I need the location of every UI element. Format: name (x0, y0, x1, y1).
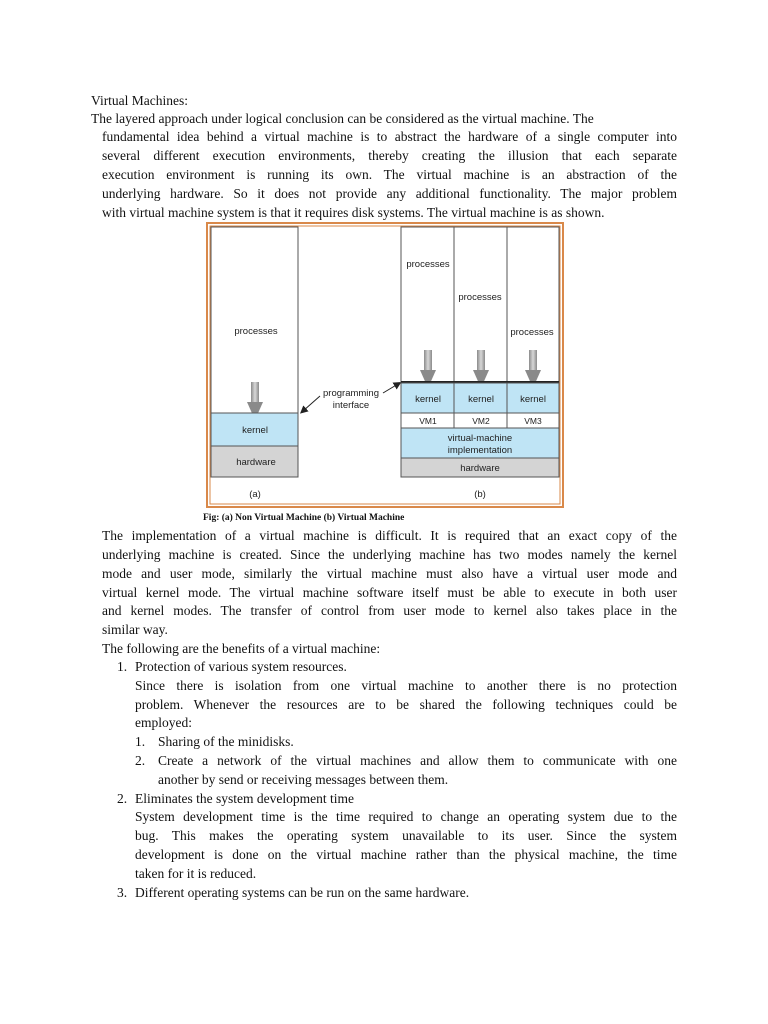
benefits-intro: The following are the benefits of a virtual machine: (102, 641, 381, 656)
hardware-label-b: hardware (460, 463, 500, 474)
benefit-body-line: Since there is isolation from one virtual machine to another there is no protection (135, 678, 677, 693)
kernel-label-vm2: kernel (468, 394, 494, 405)
intro-line: several different execution environments, thereby creating the illusion that each separate (102, 148, 677, 163)
sublist-item: Create a network of the virtual machines and allow them to communicate with one (158, 753, 677, 768)
intro-line: with virtual machine system is that it requires disk systems. The virtual machine is as shown. (102, 205, 605, 220)
sublist-item: another by send or receiving messages between them. (158, 772, 449, 787)
processes-label-a: processes (234, 326, 278, 337)
vm1-label: VM1 (419, 416, 437, 426)
impl-line: underlying machine is created. Since the underlying machine has two modes namely the kernel (102, 547, 677, 562)
programming-interface-line1: programming (323, 388, 379, 399)
label-b: (b) (474, 489, 486, 500)
figure-caption: Fig: (a) Non Virtual Machine (b) Virtual Machine (203, 513, 405, 523)
benefit-body-line: taken for it is reduced. (135, 866, 257, 881)
sublist-number: 1. (135, 734, 146, 749)
benefit-body-line: employed: (135, 715, 192, 730)
section-heading: Virtual Machines: (91, 93, 189, 108)
intro-line: underlying hardware. So it does not provide any additional functionality. The major problem (102, 186, 677, 201)
vm3-label: VM3 (524, 416, 542, 426)
vm-implementation-line1: virtual-machine (447, 433, 513, 444)
sublist-item: Sharing of the minidisks. (158, 734, 294, 749)
programming-interface-line2: interface (332, 400, 370, 411)
processes-label-vm3: processes (510, 327, 554, 338)
impl-line: virtual kernel mode. The virtual machine software itself must be able to execute in both user (102, 585, 677, 600)
list-number: 1. (117, 659, 128, 674)
benefit-body-line: problem. Whenever the resources are to be shared the following techniques could be (135, 697, 677, 712)
benefit-body-line: bug. This makes the operating system unavailable to its user. Since the system (135, 828, 677, 843)
impl-line: similar way. (102, 622, 168, 637)
intro-line: fundamental idea behind a virtual machine is to abstract the hardware of a single computer into (102, 129, 677, 144)
list-number: 2. (117, 791, 128, 806)
kernel-label-a: kernel (242, 425, 268, 436)
vm-implementation-line2: implementation (447, 445, 513, 456)
impl-line: The implementation of a virtual machine is difficult. It is required that an exact copy of the (102, 528, 677, 543)
list-number: 3. (117, 885, 128, 900)
benefit-title: Eliminates the system development time (135, 791, 354, 806)
impl-line: mode and user mode, similarly the virtual machine must also have a virtual user mode and (102, 566, 677, 581)
vm2-label: VM2 (472, 416, 490, 426)
benefit-title: Protection of various system resources. (135, 659, 347, 674)
label-a: (a) (249, 489, 261, 500)
benefit-body-line: development is done on the virtual machine rather than the physical machine, the time (135, 847, 677, 862)
kernel-label-vm3: kernel (520, 394, 546, 405)
intro-line: The layered approach under logical conclusion can be considered as the virtual machine. The (91, 111, 594, 126)
kernel-label-vm1: kernel (415, 394, 441, 405)
virtual-machine-figure (206, 222, 564, 508)
intro-line: execution environment is running its own. The virtual machine is an abstraction of the (102, 167, 677, 182)
impl-line: and kernel modes. The transfer of control from user mode to kernel also takes place in the (102, 603, 677, 618)
benefit-body-line: System development time is the time required to change an operating system due to the (135, 809, 677, 824)
processes-label-vm2: processes (458, 292, 502, 303)
benefit-title: Different operating systems can be run on the same hardware. (135, 885, 470, 900)
hardware-label-a: hardware (236, 457, 276, 468)
sublist-number: 2. (135, 753, 146, 768)
processes-label-vm1: processes (406, 259, 450, 270)
